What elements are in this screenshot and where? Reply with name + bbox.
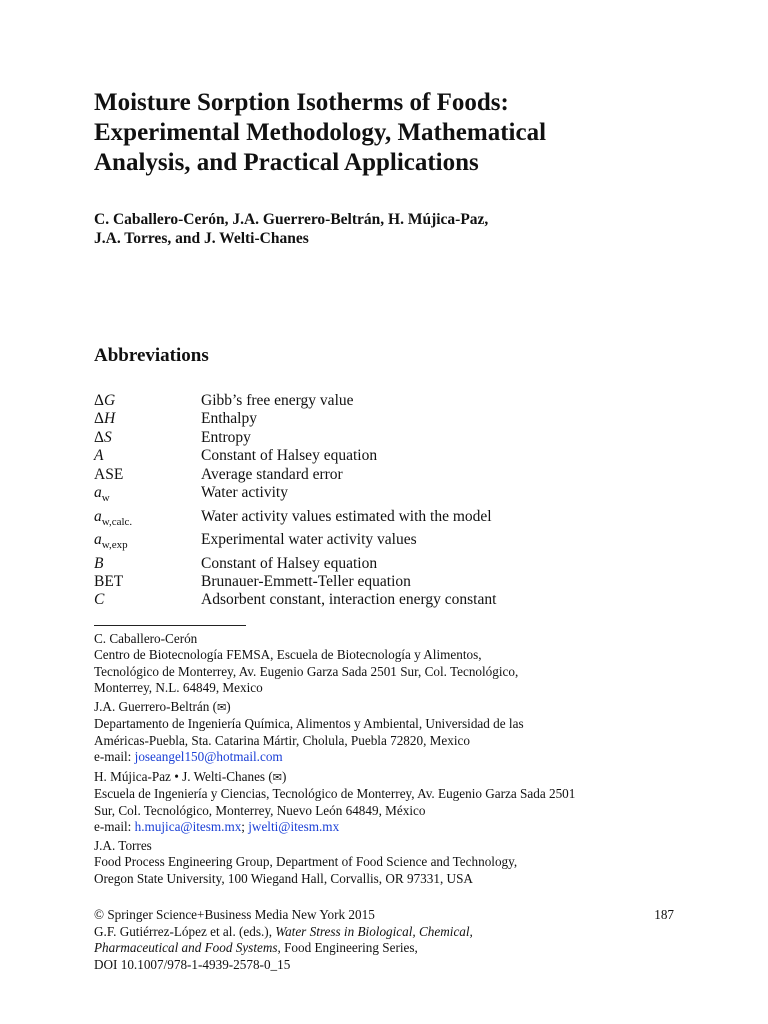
abbreviation-row xyxy=(94,484,496,508)
abbreviation-symbol: ΔS xyxy=(94,428,112,446)
affiliation-line: Departamento de Ingeniería Química, Alimentos y Ambiental, Universidad de las xyxy=(94,716,524,732)
abbreviation-symbol: C xyxy=(94,591,105,609)
abbreviation-row xyxy=(94,531,496,555)
page-number: 187 xyxy=(654,907,674,922)
footnote-divider xyxy=(94,625,246,626)
envelope-icon: ✉ xyxy=(217,701,227,714)
abbreviation-symbol: $a_{w,exp}$ xyxy=(94,531,128,552)
abbreviation-symbol: $a_w$ xyxy=(94,484,110,505)
abbreviation-row xyxy=(94,555,496,573)
abbreviation-symbol: ASE xyxy=(94,465,124,483)
abbreviation-definition: Gibb’s free energy value xyxy=(201,392,354,409)
affiliation-line: Tecnológico de Monterrey, Av. Eugenio Garza Sada 2501 Sur, Col. Tecnológico, xyxy=(94,663,519,679)
book-title: Water Stress in Biological, Chemical, xyxy=(275,923,473,939)
affiliation-line: Escuela de Ingeniería y Ciencias, Tecnológico de Monterrey, Av. Eugenio Garza Sada 2501 xyxy=(94,786,576,802)
email-link[interactable]: jwelti@itesm.mx xyxy=(248,818,340,834)
abbreviation-row xyxy=(94,466,496,484)
author-line: J.A. Torres, and J. Welti-Chanes xyxy=(94,230,309,247)
abbreviation-definition: Brunauer-Emmett-Teller equation xyxy=(201,572,411,590)
abbreviation-symbol: ΔH xyxy=(94,410,116,428)
affiliation-torres xyxy=(94,838,694,887)
author-list xyxy=(94,210,674,248)
affiliation-line: Oregon State University, 100 Wiegand Hall, Corvallis, OR 97331, USA xyxy=(94,870,473,886)
envelope-icon: ✉ xyxy=(272,771,282,784)
abbreviation-definition: Entropy xyxy=(201,428,251,446)
affiliation-mujica-welti xyxy=(94,769,694,835)
affiliation-author: J.A. Guerrero-Beltrán (✉) xyxy=(94,699,231,714)
abbreviation-definition: Experimental water activity values xyxy=(201,531,417,549)
affiliation-line: Américas-Puebla, Sta. Catarina Mártir, Cholula, Puebla 72820, Mexico xyxy=(94,732,470,748)
abbreviation-definition: Water activity values estimated with the model xyxy=(201,507,492,525)
abbreviation-definition: Water activity xyxy=(201,484,288,502)
doi: DOI 10.1007/978-1-4939-2578-0_15 xyxy=(94,956,291,972)
author-line: C. Caballero-Cerón, J.A. Guerrero-Beltrán, H. Mújica-Paz, xyxy=(94,211,489,228)
publication-footer xyxy=(94,907,674,973)
editors: G.F. Gutiérrez-López et al. (eds.), xyxy=(94,923,272,939)
email-link[interactable]: h.mujica@itesm.mx xyxy=(134,818,242,834)
affiliation-caballero xyxy=(94,631,694,696)
abbreviation-definition: Adsorbent constant, interaction energy constant xyxy=(201,591,497,609)
affiliation-author: H. Mújica-Paz • J. Welti-Chanes (✉) xyxy=(94,769,287,784)
email-link[interactable]: joseangel150@hotmail.com xyxy=(134,748,283,764)
abbreviation-definition: Average standard error xyxy=(201,465,343,483)
series: , Food Engineering Series, xyxy=(277,940,418,955)
affiliation-author-name: J.A. Guerrero-Beltrán xyxy=(94,699,210,714)
copyright: © Springer Science+Business Media New York 2015 xyxy=(94,907,375,922)
abbreviations-heading: Abbreviations xyxy=(94,345,209,366)
abbreviation-symbol: ΔG xyxy=(94,392,116,409)
book-title: Pharmaceutical and Food Systems xyxy=(94,940,278,955)
abbreviation-symbol: BET xyxy=(94,572,124,590)
affiliation-author: C. Caballero-Cerón xyxy=(94,631,198,646)
email-line: e-mail: h.mujica@itesm.mx; jwelti@itesm.mx xyxy=(94,818,340,834)
title-line: Experimental Methodology, Mathematical xyxy=(94,119,547,146)
affiliation-author: J.A. Torres xyxy=(94,838,152,853)
abbreviation-symbol: B xyxy=(94,554,104,572)
abbreviation-row xyxy=(94,410,496,428)
abbreviation-definition: Constant of Halsey equation xyxy=(201,447,378,465)
email-label: e-mail: xyxy=(94,818,132,834)
abbreviation-row xyxy=(94,573,496,591)
email-line xyxy=(94,749,694,765)
title-line: Analysis, and Practical Applications xyxy=(94,149,479,176)
abbreviation-definition: Enthalpy xyxy=(201,410,257,428)
email-label: e-mail: xyxy=(94,748,132,764)
abbreviation-row xyxy=(94,591,496,609)
abbreviation-symbol: $a_{w,calc.}$ xyxy=(94,507,133,528)
affiliation-line: Sur, Col. Tecnológico, Monterrey, Nuevo León 64849, México xyxy=(94,802,426,818)
affiliation-line: Monterrey, N.L. 64849, Mexico xyxy=(94,679,263,695)
abbreviation-row xyxy=(94,392,496,410)
chapter-title xyxy=(94,88,674,178)
abbreviation-symbol: A xyxy=(94,447,104,465)
title-line: Moisture Sorption Isotherms of Foods: xyxy=(94,89,509,116)
affiliation-guerrero xyxy=(94,699,694,765)
abbreviations-table xyxy=(94,392,496,610)
abbreviation-row xyxy=(94,447,496,465)
affiliation-author-name: H. Mújica-Paz • J. Welti-Chanes xyxy=(94,769,266,784)
abbreviation-row xyxy=(94,429,496,447)
citation-line xyxy=(94,924,674,941)
abbreviation-definition: Constant of Halsey equation xyxy=(201,554,378,572)
abbreviation-row xyxy=(94,508,496,532)
affiliation-line: Food Process Engineering Group, Department of Food Science and Technology, xyxy=(94,854,518,870)
affiliation-line: Centro de Biotecnología FEMSA, Escuela de Biotecnología y Alimentos, xyxy=(94,647,482,663)
citation-line xyxy=(94,940,674,957)
